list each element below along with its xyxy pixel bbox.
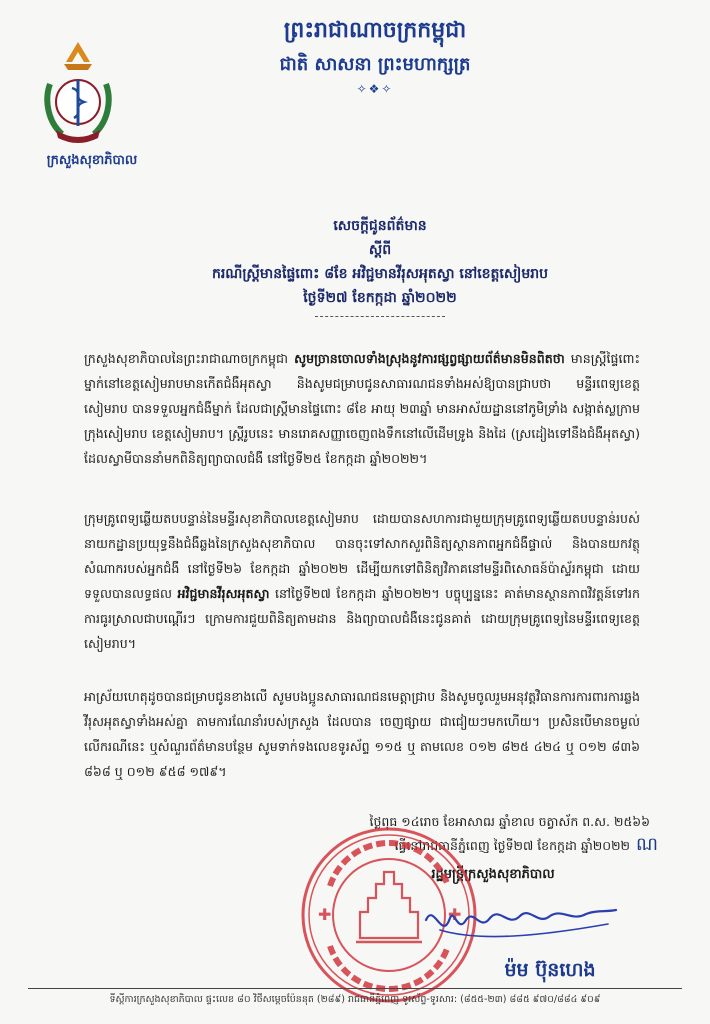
ministry-name: ក្រសួងសុខាភិបាល	[46, 153, 138, 168]
title-line-2: ស្តីពី	[368, 242, 392, 258]
title-line-3: ករណីស្ត្រីមានផ្ទៃពោះ ៨ខែ អវិជ្ជមានវីរុសអុតស្វា នៅខេត្តសៀមរាប	[211, 266, 549, 282]
p2-text-a: ក្រុមគ្រូពេទ្យឆ្លើយតបបន្ទាន់នៃមន្ទីរសុខាភិបាលខេត្តសៀមរាប ដោយបានសហការជាមួយក្រុមគ្រូពេទ្យឆ្លើយតបបន្ទាន់របស់នាយកដ្ឋានប្រយុទ្ធនឹងជំងឺឆ្លងនៃក្រសួងសុខាភិបាល បានចុះទៅសាកសួរពិនិត្យស្ថានភាពអ្នកជំងឺផ្ទាល់ និងបានយកវត្ថុសំណាករបស់អ្នកជំងឺ នៅថ្ងៃទី២៦ ខែកក្កដា ឆ្នាំ២០២២ ដើម្បីយកទៅពិនិត្យវិភាគនៅមន្ទីរពិសោធន៍ប៉ាស្ទ័រកម្ពុជា ដោយទទួលបានលទ្ធផល	[84, 511, 640, 601]
p2-text-b: អវិជ្ជមានវីរុសអុតស្វា	[177, 586, 270, 601]
paragraph-2	[84, 506, 640, 656]
p1-text-b: សូមច្រានចោលទាំងស្រុងនូវការផ្សព្វផ្សាយព័ត៌មានមិនពិតថា	[294, 351, 565, 366]
ornament-divider: ✧❖✧	[356, 82, 394, 96]
footer-address: ទីស្តីការក្រសួងសុខាភិបាល ផ្ទះលេខ ៨០ វិថីសម្តេចប៉ែននុត (២៨៩) រាជធានីភ្នំពេញ ទូរស័ព្ទ-ទូរសារ: (៨៥៥-២៣) ៨៨៥ ៩៧០/៨៨៤ ៩០៩	[109, 994, 601, 1005]
initial-mark: ណ	[636, 834, 658, 855]
paragraph-1	[84, 346, 640, 471]
paragraph-3: អាស្រ័យហេតុដូចបានជម្រាបជូនខាងលើ សូមបងប្អូនសាធារណជនមេត្តាជ្រាប និងសូមចូលរួមអនុវត្តវិធានការការពារការឆ្លងវីរុសអុតស្វាទាំងអស់គ្នា តាមការណែនាំរបស់ក្រសួង ដែលបាន ចេញផ្សាយ ជាជៀយៗមកហើយ។ ប្រសិនបើមានចម្ងល់លើករណីនេះ ឬសំណួរព័ត៌មានបន្ថែម សូមទាក់ទងលេខទូរស័ព្ទ ១១៥ ឬ តាមលេខ ០១២ ៨២៥ ៤២៤ ឬ ០១២ ៨៣៦ ៨៦៨ ឬ ០១២ ៩៥៨ ១៧៩។	[84, 689, 640, 779]
signer-title: រដ្ឋមន្ត្រីក្រសួងសុខាភិបាល	[431, 867, 555, 882]
p1-text-c: មានស្ត្រីផ្ទៃពោះម្នាក់នៅខេត្តសៀមរាបមានកើតជំងឺអុតស្វា និងសូមជម្រាបជូនសាធារណជនទាំងអស់ឱ្យបានជ្រាបថា មន្ទីរពេទ្យខេត្តសៀមរាប បានទទួលអ្នកជំងឺម្នាក់ ដែលជាស្ត្រីមានផ្ទៃពោះ ៨ខែ អាយុ ២៣ឆ្នាំ មានអាស័យដ្ឋាននៅភូមិទ្រាំង សង្កាត់ស្លក្រាម ក្រុងសៀមរាប ខេត្តសៀមរាប។ ស្ត្រីរូបនេះ មានរោគសញ្ញាចេញពងទឹកនៅលើដើមទ្រូង និងដៃ (ស្រដៀងទៅនឹងជំងឺអុតស្វា) ដែលស្វាមីបាននាំមកពិនិត្យព្យាបាលជំងឺ នៅថ្ងៃទី២៥ ខែកក្កដា ឆ្នាំ២០២២។	[84, 351, 640, 466]
svg-text:✚: ✚	[448, 905, 462, 924]
p1-text-a: ក្រសួងសុខាភិបាលនៃព្រះរាជាណាចក្រកម្ពុជា	[84, 351, 289, 366]
kingdom-heading: ព្រះរាជាណាចក្រកម្ពុជា	[283, 17, 467, 43]
title-line-4: ថ្ងៃទី២៧ ខែកក្កដា ឆ្នាំ២០២២	[303, 290, 457, 306]
signature	[420, 898, 620, 948]
p2-text-c: នៅថ្ងៃទី២៧ ខែកក្កដា ឆ្នាំ២០២២។ បច្ចុប្បន្ននេះ គាត់មានស្ថានភាពវិវត្តន៍ទៅរក ការធូរស្រាលជាបណ្តើរៗ ក្រោមការជួយពិនិត្យតាមដាន និងព្យាបាលជំងឺនេះជូនគាត់ ដោយក្រុមគ្រូពេទ្យនៃមន្ទីរពេទ្យខេត្តសៀមរាប។	[84, 586, 640, 651]
document-title	[150, 214, 610, 317]
ministry-logo	[36, 40, 120, 148]
footer-rule	[28, 988, 682, 989]
national-motto: ជាតិ សាសនា ព្រះមហាក្សត្រ	[279, 54, 471, 75]
title-line-1: សេចក្តីជូនព័ត៌មាន	[333, 218, 427, 234]
signer-name: ម៉ម ប៊ុនហេង	[504, 959, 596, 981]
svg-text:✚: ✚	[318, 905, 332, 924]
lunar-date: ថ្ងៃពុធ ១៤រោច ខែអាសាឍ ឆ្នាំខាល ចត្វាស័ក ព.ស. ២៥៦៦	[369, 814, 650, 829]
issue-date: ធ្វើនៅរាជធានីភ្នំពេញ ថ្ងៃទី២៧ ខែកក្កដា ឆ្នាំ២០២២	[394, 838, 630, 853]
title-separator	[315, 316, 445, 317]
